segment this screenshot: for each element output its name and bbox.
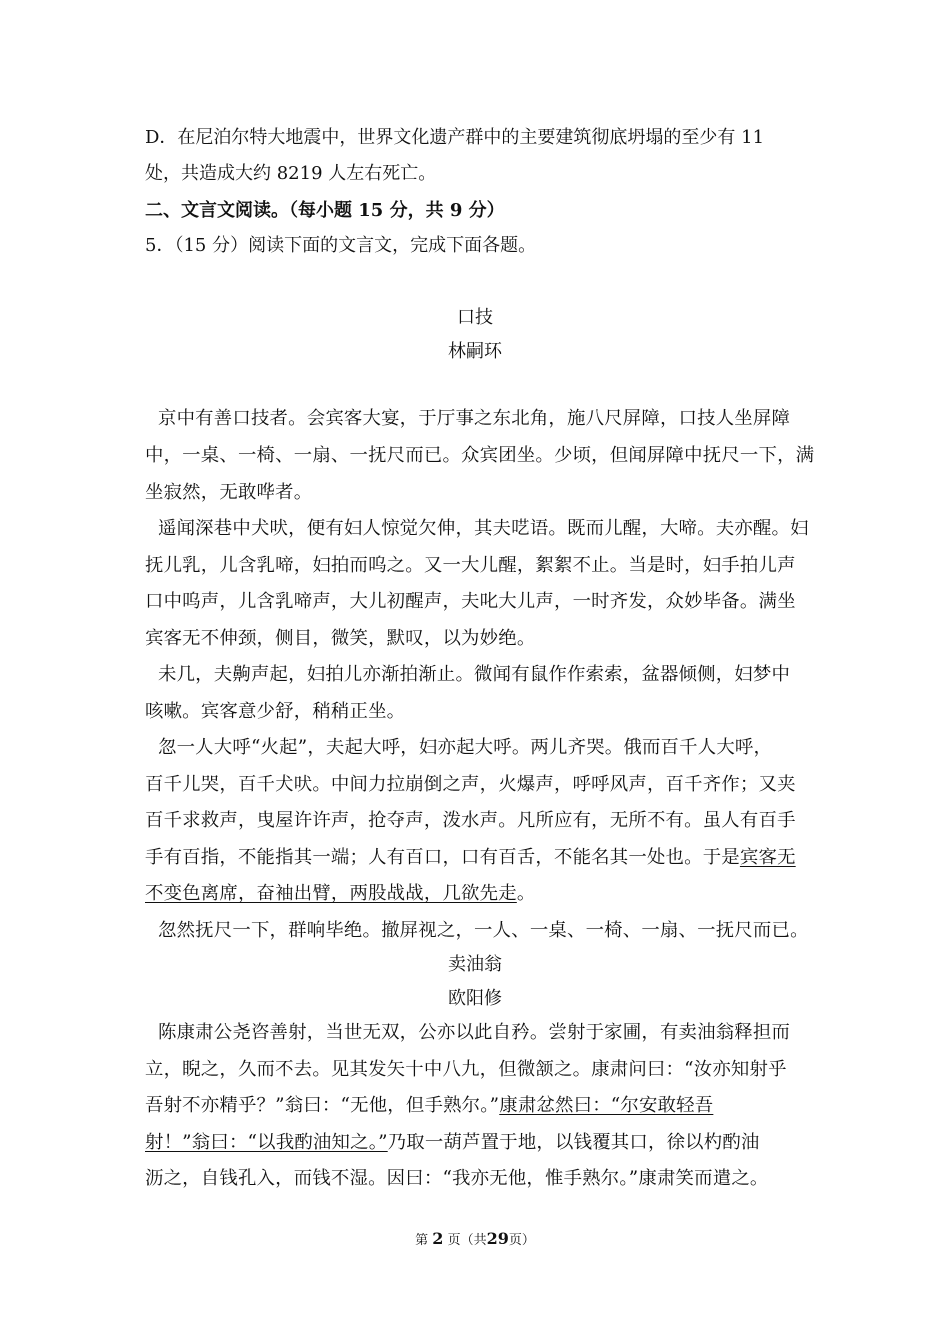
text1-line: 百千儿哭，百千犬吠。中间力拉崩倒之声，火爆声，呼呼风声，百千齐作；又夹 xyxy=(145,774,796,795)
text2-title: 卖油翁 xyxy=(448,954,502,975)
text1-line: 遥闻深巷中犬吠，便有妇人惊觉欠伸，其夫呓语。既而儿醒，大啼。夫亦醒。妇 xyxy=(158,518,809,539)
text2-line-underlined-end xyxy=(145,1131,810,1155)
plain-text: 。 xyxy=(516,883,536,904)
text1-line-underlined-start xyxy=(145,846,810,870)
text1-author: 林嗣环 xyxy=(448,341,502,362)
footer-middle: 页（共 xyxy=(447,1233,487,1248)
underlined-text: 宾客无 xyxy=(739,847,796,868)
text2-author: 欧阳修 xyxy=(448,988,502,1009)
text1-title: 口技 xyxy=(457,307,493,328)
text2-line: 立，睨之，久而不去。见其发矢十中八九，但微颔之。康肃问曰：“汝亦知射乎 xyxy=(145,1059,787,1080)
text2-line: 沥之，自钱孔入，而钱不湿。因曰：“我亦无他，惟手熟尔。”康肃笑而遣之。 xyxy=(145,1168,769,1189)
text1-line: 忽一人大呼“火起”，夫起大呼，妇亦起大呼。两儿齐哭。俄而百千人大呼， xyxy=(158,737,773,758)
footer-suffix: 页） xyxy=(508,1233,535,1248)
footer-prefix: 第 xyxy=(415,1233,429,1248)
underlined-text: 不变色离席，奋袖出臂，两股战战，几欲先走 xyxy=(145,883,517,904)
plain-text: 乃取一葫芦置于地，以钱覆其口，徐以杓酌油 xyxy=(387,1132,760,1153)
total-pages: 29 xyxy=(486,1229,509,1248)
question-prompt: 5．（15 分）阅读下面的文言文，完成下面各题。 xyxy=(145,235,537,256)
plain-text: 吾射不亦精乎？”翁曰：“无他，但手熟尔。” xyxy=(145,1095,500,1116)
text1-line: 未几，夫齁声起，妇拍儿亦渐拍渐止。微闻有鼠作作索索，盆器倾侧，妇梦中 xyxy=(158,664,791,685)
text1-line-underlined-end xyxy=(145,882,810,906)
text1-line: 咳嗽。宾客意少舒，稍稍正坐。 xyxy=(145,701,406,722)
page-number: 2 xyxy=(432,1229,444,1248)
underlined-text: 康肃忿然曰：“尔安敢轻吾 xyxy=(499,1095,714,1116)
text1-line: 宾客无不伸颈，侧目，微笑，默叹，以为妙绝。 xyxy=(145,628,536,649)
page-footer xyxy=(0,1229,950,1251)
text1-line: 坐寂然，无敢哗者。 xyxy=(145,482,313,503)
text1-line: 百千求救声，曳屋许许声，抢夺声，泼水声。凡所应有，无所不有。虽人有百手 xyxy=(145,810,796,831)
option-d-line2: 处，共造成大约 8219 人左右死亡。 xyxy=(145,163,437,184)
text1-line: 口中呜声，儿含乳啼声，大儿初醒声，夫叱大儿声，一时齐发，众妙毕备。满坐 xyxy=(145,591,796,612)
text2-line-underlined-start xyxy=(145,1094,810,1118)
section-heading: 二、文言文阅读。（每小题 15 分，共 9 分） xyxy=(145,200,505,221)
text1-line: 抚儿乳，儿含乳啼，妇拍而呜之。又一大儿醒，絮絮不止。当是时，妇手拍儿声 xyxy=(145,555,796,576)
text1-line: 忽然抚尺一下，群响毕绝。撤屏视之，一人、一桌、一椅、一扇、一抚尺而已。 xyxy=(158,920,809,941)
text1-line: 京中有善口技者。会宾客大宴，于厅事之东北角，施八尺屏障，口技人坐屏障 xyxy=(158,408,791,429)
underlined-text: 射！”翁曰：“以我酌油知之。” xyxy=(145,1132,388,1153)
plain-text: 手有百指，不能指其一端；人有百口，口有百舌，不能名其一处也。于是 xyxy=(145,847,740,868)
text2-line: 陈康肃公尧咨善射，当世无双，公亦以此自矜。尝射于家圃，有卖油翁释担而 xyxy=(158,1022,791,1043)
text1-line: 中，一桌、一椅、一扇、一抚尺而已。众宾团坐。少顷，但闻屏障中抚尺一下，满 xyxy=(145,445,815,466)
option-d-line1: D．在尼泊尔特大地震中，世界文化遗产群中的主要建筑彻底坍塌的至少有 11 xyxy=(145,127,765,148)
